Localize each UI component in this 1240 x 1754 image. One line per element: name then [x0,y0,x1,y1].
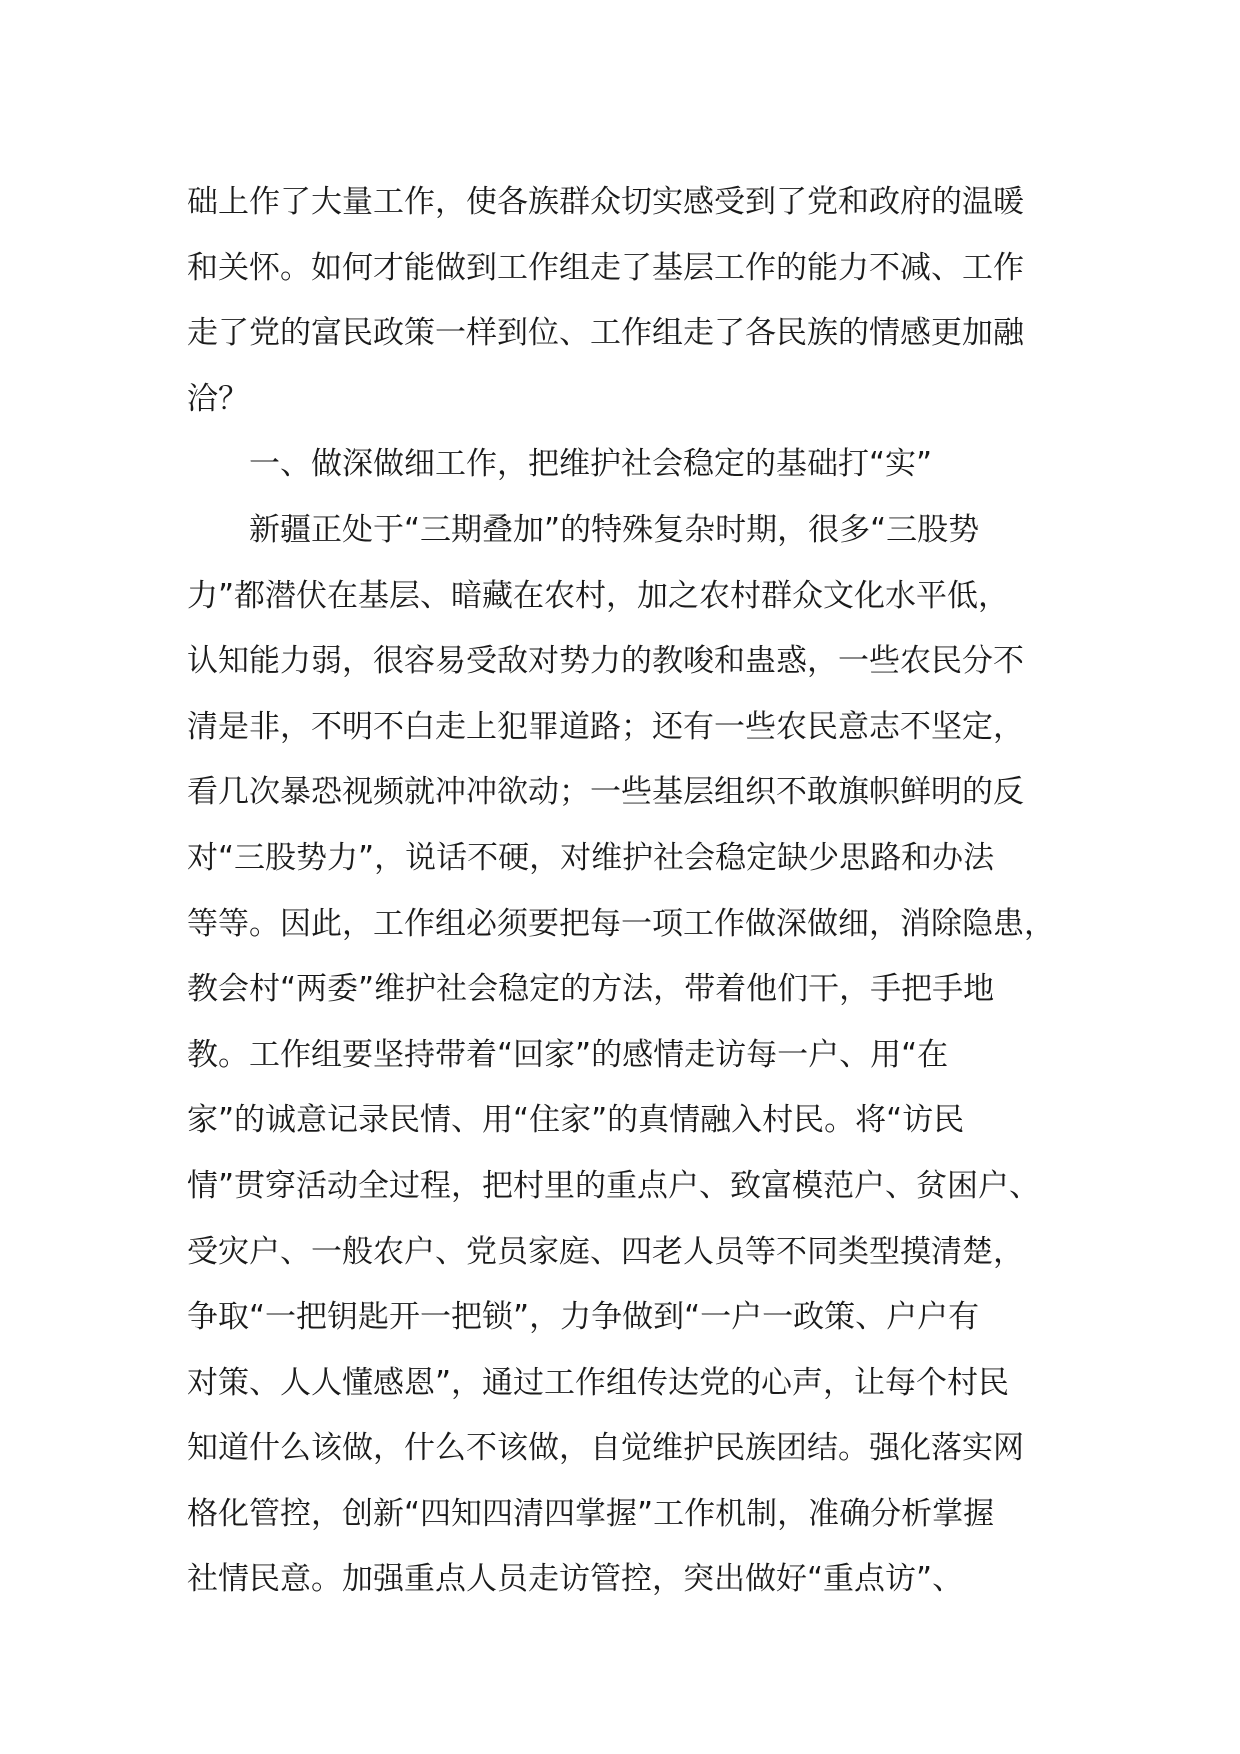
text-line: 家”的诚意记录民情、用“住家”的真情融入村民。将“访民 [187,1102,965,1139]
text-line: 础上作了大量工作，使各族群众切实感受到了党和政府的温暖 [187,184,1024,220]
text-line: 等等。因此，工作组必须要把每一项工作做深做细，消除隐患， [187,905,1055,942]
text-line: 看几次暴恐视频就冲冲欲动；一些基层组织不敢旗帜鲜明的反 [187,774,1024,811]
text-line: 情”贯穿活动全过程，把村里的重点户、致富模范户、贫困户、 [187,1167,1041,1204]
text-line: 和关怀。如何才能做到工作组走了基层工作的能力不减、工作 [187,249,1024,286]
text-line: 认知能力弱，很容易受敌对势力的教唆和蛊惑，一些农民分不 [187,643,1024,680]
body-text [187,170,1087,1613]
text-line: 争取“一把钥匙开一把锁”，力争做到“一户一政策、户户有 [187,1299,980,1336]
section-heading: 一、做深做细工作，把维护社会稳定的基础打“实” [187,446,933,483]
text-line: 对“三股势力”，说话不硬，对维护社会稳定缺少思路和办法 [187,839,995,876]
text-line: 走了党的富民政策一样到位、工作组走了各民族的情感更加融 [187,315,1024,352]
text-line: 教会村“两委”维护社会稳定的方法，带着他们干，手把手地 [187,971,995,1008]
text-line: 对策、人人懂感恩”，通过工作组传达党的心声，让每个村民 [187,1364,1010,1401]
text-line: 力”都潜伏在基层、暗藏在农村，加之农村群众文化水平低， [187,577,1010,614]
text-line: 教。工作组要坚持带着“回家”的感情走访每一户、用“在 [187,1036,949,1073]
text-line: 社情民意。加强重点人员走访管控，突出做好“重点访”、 [187,1561,964,1598]
text-line: 受灾户、一般农户、党员家庭、四老人员等不同类型摸清楚， [187,1233,1024,1270]
text-line: 清是非，不明不白走上犯罪道路；还有一些农民意志不坚定， [187,708,1024,745]
text-line: 格化管控，创新“四知四清四掌握”工作机制，准确分析掌握 [187,1495,995,1532]
text-line: 新疆正处于“三期叠加”的特殊复杂时期，很多“三股势 [187,511,980,548]
text-line: 知道什么该做，什么不该做，自觉维护民族团结。强化落实网 [187,1430,1024,1467]
text-line: 洽？ [187,380,249,417]
